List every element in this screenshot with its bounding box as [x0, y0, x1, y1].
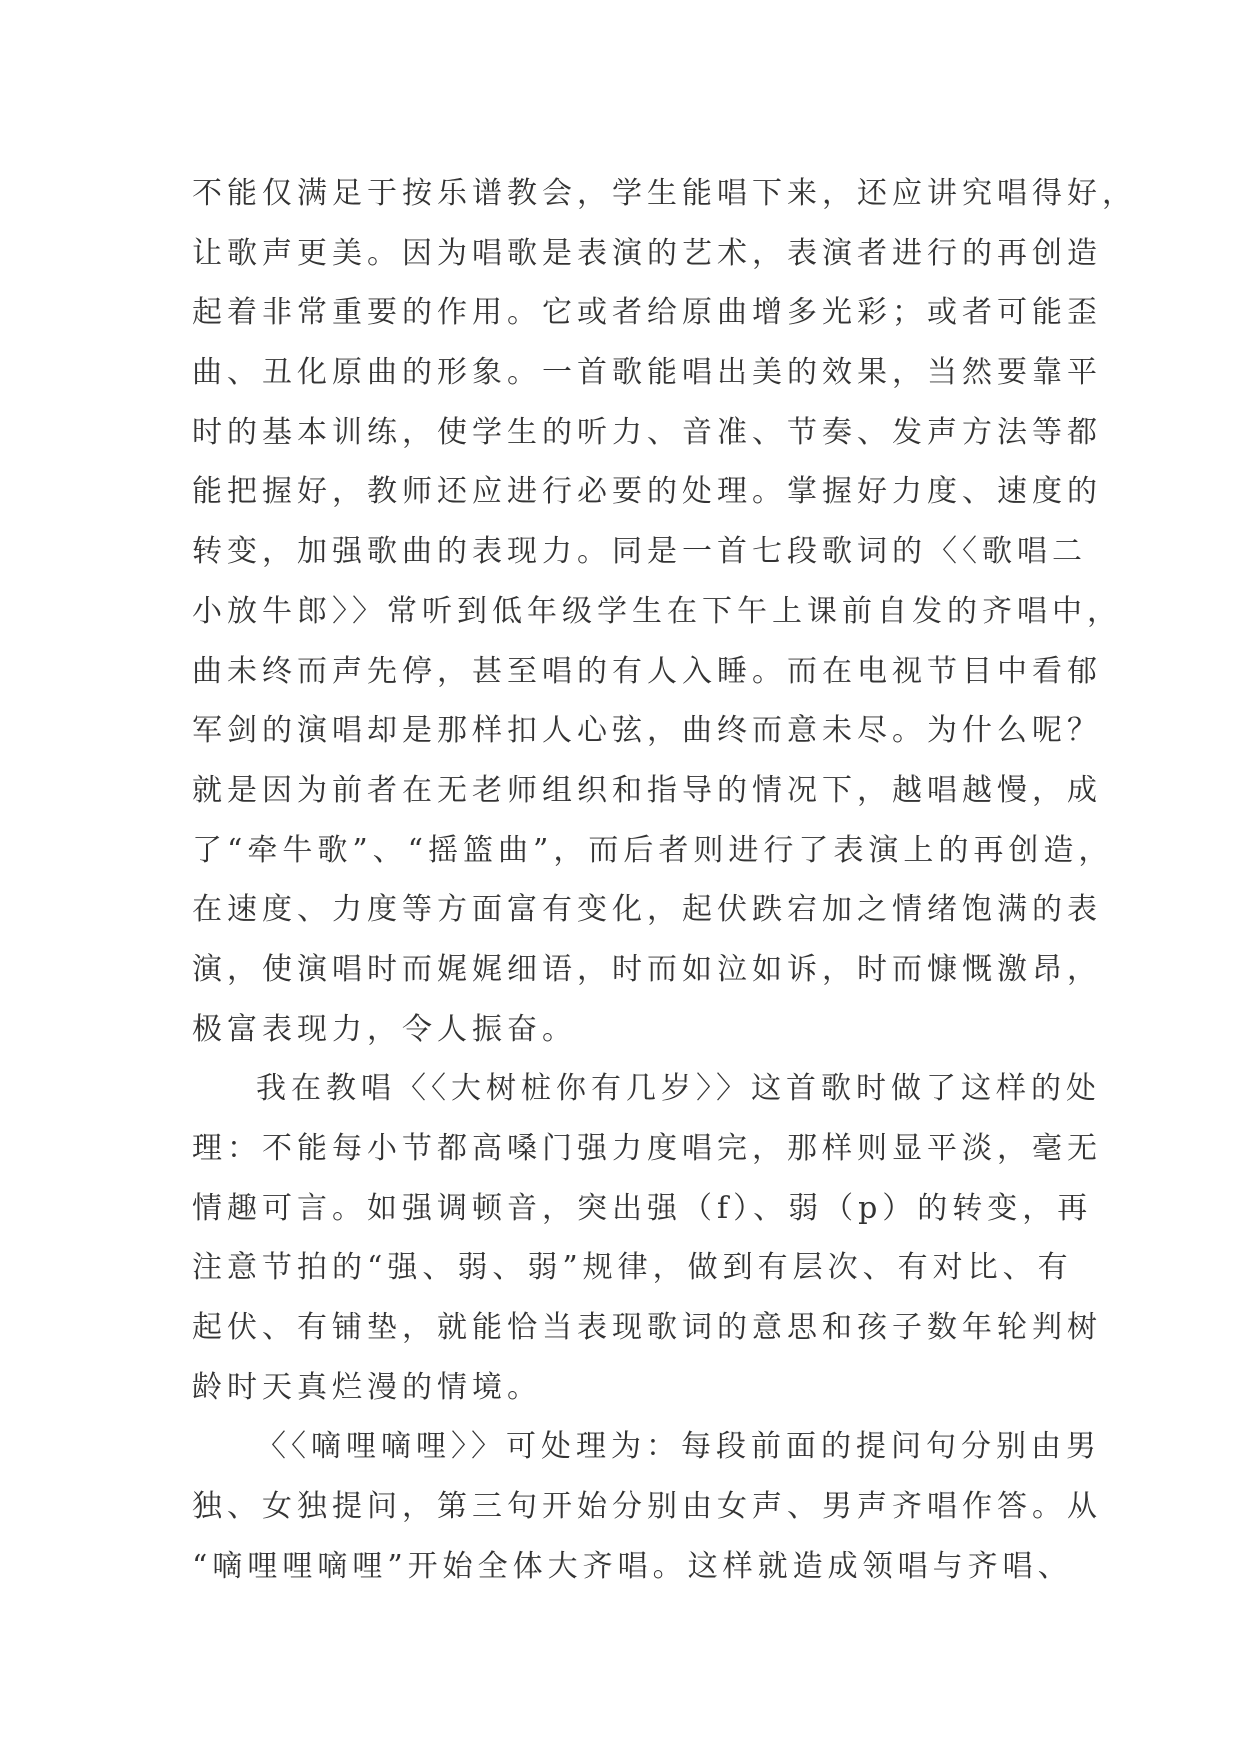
body-text	[192, 164, 1137, 1597]
text-line: 小放牛郎〉〉常听到低年级学生在下午上课前自发的齐唱中，	[192, 593, 1122, 629]
text-line: 时的基本训练，使学生的听力、音准、节奏、发声方法等都	[192, 414, 1102, 450]
paragraph-first-line: 〈〈嘀哩嘀哩〉〉可处理为：每段前面的提问句分别由男	[256, 1429, 1101, 1465]
text-line: 曲未终而声先停，甚至唱的有人入睡。而在电视节目中看郁	[192, 653, 1102, 689]
paragraph-first-line: 我在教唱〈〈大树桩你有几岁〉〉这首歌时做了这样的处	[256, 1071, 1101, 1107]
text-line: 不能仅满足于按乐谱教会，学生能唱下来，还应讲究唱得好，	[192, 176, 1137, 211]
text-line: 起着非常重要的作用。它或者给原曲增多光彩；或者可能歪	[192, 295, 1102, 331]
text-line: 情趣可言。如强调顿音，突出强（f）、弱（p）的转变，再	[192, 1190, 1093, 1226]
text-line: 军剑的演唱却是那样扣人心弦，曲终而意未尽。为什么呢？	[192, 713, 1102, 749]
paragraph-end-line: 龄时天真烂漫的情境。	[192, 1369, 542, 1405]
text-line: 起伏、有铺垫，就能恰当表现歌词的意思和孩子数年轮判树	[192, 1310, 1102, 1346]
text-line: 曲、丑化原曲的形象。一首歌能唱出美的效果，当然要靠平	[192, 355, 1102, 391]
paragraph-end-line: 极富表现力，令人振奋。	[192, 1011, 577, 1047]
text-line: 独、女独提问，第三句开始分别由女声、男声齐唱作答。从	[192, 1489, 1102, 1525]
text-line: 理：不能每小节都高嗓门强力度唱完，那样则显平淡，毫无	[192, 1131, 1102, 1166]
text-line: 就是因为前者在无老师组织和指导的情况下，越唱越慢，成	[192, 772, 1102, 808]
text-line: 在速度、力度等方面富有变化，起伏跌宕加之情绪饱满的表	[192, 892, 1102, 928]
text-line: 能把握好，教师还应进行必要的处理。掌握好力度、速度的	[192, 474, 1102, 510]
text-line: “嘀哩哩嘀哩”开始全体大齐唱。这样就造成领唱与齐唱、	[192, 1548, 1073, 1584]
text-line: 注意节拍的“强、弱、弱”规律，做到有层次、有对比、有	[192, 1250, 1073, 1286]
text-line: 让歌声更美。因为唱歌是表演的艺术，表演者进行的再创造	[192, 235, 1102, 271]
text-line: 了“牵牛歌”、“摇篮曲”，而后者则进行了表演上的再创造，	[192, 832, 1114, 868]
text-line: 转变，加强歌曲的表现力。同是一首七段歌词的〈〈歌唱二	[192, 534, 1087, 570]
text-line: 演，使演唱时而娓娓细语，时而如泣如诉，时而慷慨激昂，	[192, 951, 1102, 987]
